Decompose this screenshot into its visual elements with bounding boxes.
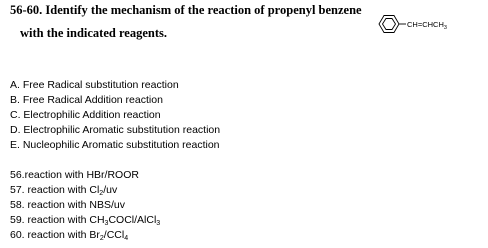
question-header: 56-60. Identify the mechanism of the reaction of propenyl benzene: [10, 3, 362, 17]
reaction-57: 57. reaction with $Cl_2/uv$: [10, 184, 118, 197]
benzene-inner-ring: [383, 19, 396, 30]
reaction-list: [10, 168, 160, 243]
option-a: A. Free Radical substitution reaction: [10, 79, 179, 91]
reaction-59: 59. reaction with $CH_3COCl/AlCl_3$: [10, 214, 161, 227]
question-subheader: with the indicated reagents.: [20, 26, 167, 40]
propenyl-benzene-structure: [370, 4, 486, 44]
option-d: D. Electrophilic Aromatic substitution reaction: [10, 124, 221, 136]
substituent-label: $CH=CHCH_3$: [407, 20, 447, 31]
substituent-subscript: 3: [443, 25, 447, 31]
option-c: C. Electrophilic Addition reaction: [10, 109, 161, 121]
reaction-58: 58. reaction with NBS/uv: [10, 199, 125, 211]
option-e: E. Nucleophilic Aromatic substitution reaction: [10, 139, 220, 151]
reaction-60: 60. reaction with $Br_2/CCl_4$: [10, 229, 129, 242]
answer-options: [10, 78, 220, 153]
reaction-56: 56.reaction with HBr/ROOR: [10, 169, 139, 181]
option-b: B. Free Radical Addition reaction: [10, 94, 163, 106]
